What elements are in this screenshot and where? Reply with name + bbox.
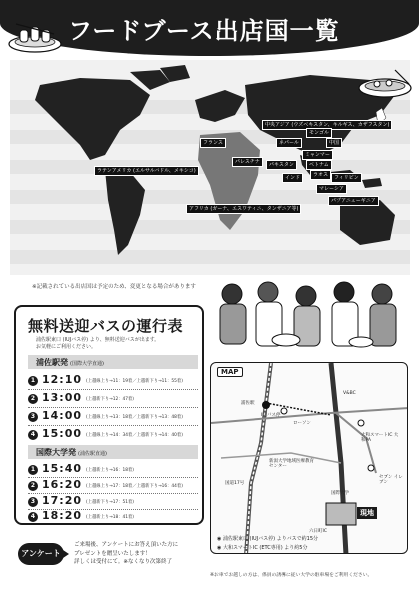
survey-line3: 詳しくは受付にて。※なくなり次第終了: [74, 559, 172, 566]
route-urasa-name: 浦佐駅発: [36, 358, 68, 367]
row-number: 1: [28, 465, 38, 475]
label-papua: パプアニューギニア: [328, 196, 379, 206]
row-number: 3: [28, 497, 38, 507]
route-iuj-sub: (浦佐駅直通): [78, 451, 107, 457]
world-map: [10, 60, 410, 275]
label-pakistan: パキスタン: [266, 160, 297, 170]
label-india: インド: [282, 173, 303, 183]
schedule-row: [28, 426, 198, 442]
departure-time: 13:00: [42, 391, 83, 404]
label-malaysia: マレーシア: [316, 184, 347, 194]
label-philippines: フィリピン: [331, 173, 362, 183]
bus-schedule: [14, 305, 204, 525]
row-number: 2: [28, 481, 38, 491]
label-china: 中国: [326, 138, 342, 148]
place-urasa-station: 浦佐駅: [241, 401, 255, 406]
row-number: 4: [28, 430, 38, 440]
chefs-illustration: [206, 270, 416, 360]
access-note-car: ◉ 大和スマートIC (ETC専用) より約5分: [217, 545, 308, 551]
schedule-row: [28, 461, 198, 477]
label-nepal: ネパール: [276, 138, 302, 148]
disclaimer: ※記載されている出店国は予定のため、変更となる場合があります: [32, 284, 196, 290]
access-note-bus: ◉ 浦佐駅東口 (IUJバス停) よりバスで約15分: [217, 536, 319, 542]
place-hospital: 新潟大学地域医療教育センター: [269, 459, 314, 470]
row-number: 3: [28, 412, 38, 422]
map-tag: MAP: [217, 367, 243, 377]
departure-time: 15:00: [42, 427, 83, 440]
label-palestine: パレスチナ: [232, 157, 263, 167]
connection-note: (上越線上り→17：18着／上越新下り→16：44着): [86, 484, 183, 489]
departure-time: 16:20: [42, 478, 83, 491]
bus-intro-line2: お気軽にご利用ください。: [36, 344, 97, 350]
schedule-row: [28, 408, 198, 424]
header: [0, 0, 419, 64]
bus-schedule-title: 無料送迎バスの運行表: [28, 317, 184, 335]
schedule-row: [28, 508, 198, 524]
place-iuj-stop: IUJバス停: [261, 413, 281, 418]
route-iuj-name: 国際大学発: [36, 448, 76, 457]
bus-intro: [36, 337, 196, 351]
connection-note: (上越線上り→11：19着／上越新下り→11：55着): [86, 379, 183, 384]
bus-intro-line1: 浦佐駅東口 (IUJバス停) より、無料送迎バスが出ます。: [36, 337, 160, 343]
place-yamato: 大和スマートIC 大和PA: [361, 433, 399, 444]
survey-badge: アンケート: [18, 543, 64, 565]
row-number: 2: [28, 394, 38, 404]
departure-time: 14:00: [42, 409, 83, 422]
survey-line1: ご来場後、アンケートにお答え頂いた方に: [74, 542, 179, 548]
connection-note: (上越新上り→16：18着): [86, 468, 134, 473]
survey-text: [74, 541, 178, 567]
place-route17: 国道17号: [225, 481, 245, 486]
route-urasa-sub: (国際大学直通): [70, 361, 104, 367]
connection-note: (上越線上り→13：18着／上越新下り→13：48着): [86, 415, 183, 420]
place-iuj: 国際大学: [331, 491, 349, 496]
world-continents: [10, 60, 410, 275]
row-number: 4: [28, 512, 38, 522]
schedule-row: [28, 477, 198, 493]
label-mongolia: モンゴル: [306, 128, 332, 138]
food-plate-illustration: [6, 18, 64, 54]
label-myanmar: ミャンマー: [302, 150, 333, 160]
label-latin-america: ラテンアメリカ (エルサルバドル、メキシコ): [94, 166, 199, 176]
connection-note: (上越線上り→14：34着／上越新下り→14：40着): [86, 433, 183, 438]
place-seven: セブン イレブン: [379, 475, 403, 486]
connection-note: (上越新下り→17：51着): [86, 500, 134, 505]
access-map: [210, 362, 408, 554]
survey-section: [14, 538, 210, 578]
label-vietnam: ベトナム: [306, 160, 332, 170]
label-central-asia: 中央アジア (ウズベキスタン、キルギス、カザフスタン): [262, 120, 392, 130]
departure-time: 15:40: [42, 462, 83, 475]
row-number: 1: [28, 376, 38, 386]
label-africa: アフリカ (ガーナ、エスワティニ、タンザニア等): [186, 204, 301, 214]
departure-time: 18:20: [42, 509, 83, 522]
departure-time: 12:10: [42, 373, 83, 386]
route-urasa-heading: [28, 355, 198, 369]
schedule-row: [28, 390, 198, 406]
connection-note: (上越新下り→12：47着): [86, 397, 134, 402]
parking-footnote: ※お車でお越しの方は、係員の誘導に従い大学の駐車場をご利用ください。: [210, 573, 373, 578]
label-france: フランス: [200, 138, 226, 148]
route-iuj-heading: [28, 445, 198, 459]
connection-note: (上越新上り→18：41着): [86, 515, 134, 520]
schedule-row: [28, 493, 198, 509]
place-yamato-ic: 六日町IC: [309, 529, 327, 534]
schedule-row: [28, 372, 198, 388]
place-valuer: V&BC: [343, 391, 356, 396]
food-bowl-illustration: [355, 66, 415, 102]
page-title: フードブース出店国一覧: [68, 17, 340, 45]
label-laos: ラオス: [310, 170, 331, 180]
survey-line2: プレゼントを贈呈いたします！: [74, 550, 151, 557]
place-lawson: ローソン: [293, 421, 311, 426]
venue-marker: 現地: [357, 507, 377, 519]
departure-time: 17:20: [42, 494, 83, 507]
